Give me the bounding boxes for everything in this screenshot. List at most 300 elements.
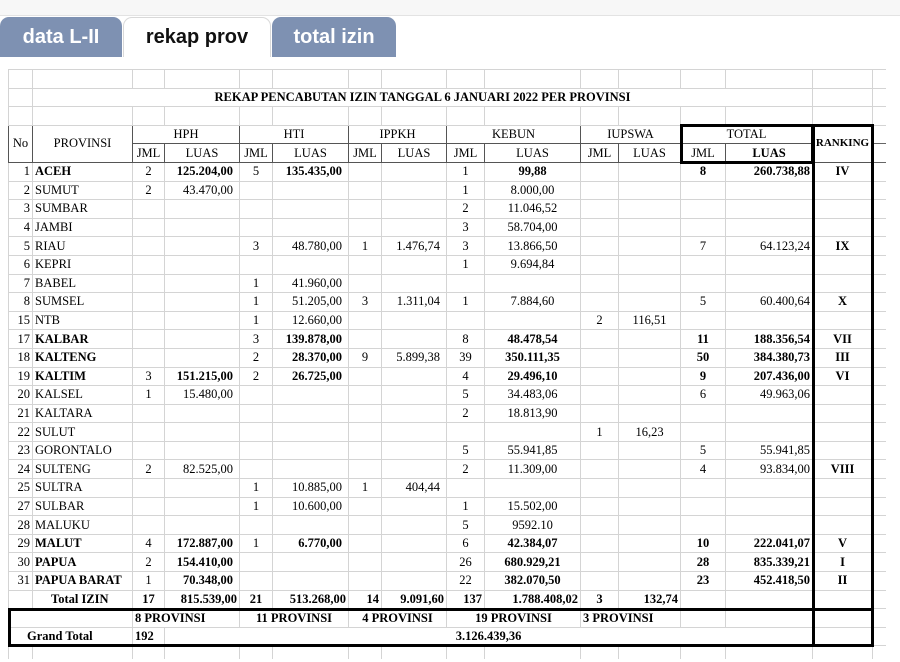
kebun-jml: 1 bbox=[447, 162, 485, 181]
table-row bbox=[9, 534, 887, 553]
province-name: KALTARA bbox=[33, 404, 133, 423]
iupswa-luas bbox=[619, 237, 681, 256]
total-luas: 260.738,88 bbox=[726, 162, 813, 181]
iupswa-jml bbox=[581, 330, 619, 349]
total-luas bbox=[726, 274, 813, 293]
ranking-value bbox=[813, 423, 873, 442]
hti-luas: 12.660,00 bbox=[273, 311, 349, 330]
ippkh-luas bbox=[382, 553, 447, 572]
row-number: 1 bbox=[9, 162, 33, 181]
ippkh-luas bbox=[382, 255, 447, 274]
hti-luas: 51.205,00 bbox=[273, 293, 349, 312]
ippkh-luas bbox=[382, 311, 447, 330]
iupswa-jml bbox=[581, 274, 619, 293]
empty-cell bbox=[873, 441, 887, 460]
province-name: SULTENG bbox=[33, 460, 133, 479]
hti-jml bbox=[240, 255, 273, 274]
row-number: 5 bbox=[9, 237, 33, 256]
total-jml: 28 bbox=[681, 553, 726, 572]
iupswa-luas: 16,23 bbox=[619, 423, 681, 442]
header-hti: HTI bbox=[240, 125, 349, 144]
hti-jml bbox=[240, 218, 273, 237]
empty-cell bbox=[873, 237, 887, 256]
hti-jml: 1 bbox=[240, 479, 273, 498]
hti-luas: 41.960,00 bbox=[273, 274, 349, 293]
table-row bbox=[9, 553, 887, 572]
hti-jml: 2 bbox=[240, 367, 273, 386]
empty-cell bbox=[873, 367, 887, 386]
empty-cell bbox=[873, 311, 887, 330]
hph-jml bbox=[133, 497, 165, 516]
row-number: 23 bbox=[9, 441, 33, 460]
row-number: 25 bbox=[9, 479, 33, 498]
iupswa-luas bbox=[619, 255, 681, 274]
total-luas: 384.380,73 bbox=[726, 348, 813, 367]
iupswa-jml bbox=[581, 460, 619, 479]
iupswa-jml bbox=[581, 200, 619, 219]
kebun-luas bbox=[485, 479, 581, 498]
kebun-luas: 8.000,00 bbox=[485, 181, 581, 200]
kebun-luas: 18.813,90 bbox=[485, 404, 581, 423]
ippkh-jml bbox=[349, 255, 382, 274]
hph-jml bbox=[133, 200, 165, 219]
empty-cell bbox=[873, 627, 887, 646]
hti-jml bbox=[240, 516, 273, 535]
empty-cell bbox=[873, 479, 887, 498]
ranking-value bbox=[813, 274, 873, 293]
rekap-table bbox=[8, 69, 886, 659]
total-luas bbox=[726, 516, 813, 535]
empty-cell bbox=[33, 646, 133, 659]
total-hph-luas: 815.539,00 bbox=[165, 590, 240, 609]
total-luas bbox=[726, 479, 813, 498]
total-jml bbox=[681, 423, 726, 442]
hph-luas: 43.470,00 bbox=[165, 181, 240, 200]
ippkh-jml bbox=[349, 553, 382, 572]
kebun-jml: 3 bbox=[447, 218, 485, 237]
header-iupswa: IUPSWA bbox=[581, 125, 681, 144]
kebun-jml: 1 bbox=[447, 497, 485, 516]
row-number: 4 bbox=[9, 218, 33, 237]
grand-total-row bbox=[9, 627, 887, 646]
empty-cell bbox=[873, 572, 887, 591]
total-jml bbox=[681, 497, 726, 516]
ranking-value bbox=[813, 386, 873, 405]
hph-luas: 15.480,00 bbox=[165, 386, 240, 405]
kebun-jml: 2 bbox=[447, 200, 485, 219]
hph-jml bbox=[133, 274, 165, 293]
hti-luas: 10.600,00 bbox=[273, 497, 349, 516]
empty-cell bbox=[873, 330, 887, 349]
header-total: TOTAL bbox=[681, 125, 813, 144]
empty-cell bbox=[873, 200, 887, 219]
province-name: RIAU bbox=[33, 237, 133, 256]
province-name: BABEL bbox=[33, 274, 133, 293]
hph-luas: 172.887,00 bbox=[165, 534, 240, 553]
kebun-luas: 382.070,50 bbox=[485, 572, 581, 591]
ippkh-jml bbox=[349, 330, 382, 349]
total-jml bbox=[681, 255, 726, 274]
table-row bbox=[9, 479, 887, 498]
hph-luas bbox=[165, 255, 240, 274]
provinsi-count-row bbox=[9, 609, 887, 628]
ippkh-jml bbox=[349, 497, 382, 516]
table-row bbox=[9, 237, 887, 256]
iupswa-luas: 116,51 bbox=[619, 311, 681, 330]
ranking-value: VI bbox=[813, 367, 873, 386]
row-number: 3 bbox=[9, 200, 33, 219]
total-jml: 10 bbox=[681, 534, 726, 553]
hph-jml bbox=[133, 441, 165, 460]
ippkh-jml bbox=[349, 274, 382, 293]
empty-cell bbox=[726, 590, 813, 609]
hti-luas bbox=[273, 441, 349, 460]
total-luas bbox=[726, 497, 813, 516]
province-name: KALBAR bbox=[33, 330, 133, 349]
empty-cell bbox=[873, 590, 887, 609]
total-luas bbox=[726, 181, 813, 200]
empty-cell bbox=[681, 646, 726, 659]
kebun-jml: 3 bbox=[447, 237, 485, 256]
iupswa-luas bbox=[619, 460, 681, 479]
ippkh-jml bbox=[349, 181, 382, 200]
ippkh-jml bbox=[349, 162, 382, 181]
iupswa-luas bbox=[619, 274, 681, 293]
hph-jml: 2 bbox=[133, 181, 165, 200]
table-row bbox=[9, 404, 887, 423]
total-jml: 8 bbox=[681, 162, 726, 181]
iupswa-luas bbox=[619, 534, 681, 553]
total-ippkh-jml: 14 bbox=[349, 590, 382, 609]
ippkh-jml bbox=[349, 460, 382, 479]
iupswa-jml bbox=[581, 497, 619, 516]
kebun-luas: 55.941,85 bbox=[485, 441, 581, 460]
iupswa-jml bbox=[581, 516, 619, 535]
ranking-value bbox=[813, 200, 873, 219]
kebun-luas: 13.866,50 bbox=[485, 237, 581, 256]
table-row bbox=[9, 441, 887, 460]
hph-luas: 154.410,00 bbox=[165, 553, 240, 572]
empty-cell bbox=[873, 293, 887, 312]
total-iupswa-jml: 3 bbox=[581, 590, 619, 609]
empty-cell bbox=[726, 646, 813, 659]
table-row bbox=[9, 516, 887, 535]
tab-data-l-ii[interactable]: data L-II bbox=[0, 17, 122, 57]
province-name: SULBAR bbox=[33, 497, 133, 516]
ippkh-luas bbox=[382, 534, 447, 553]
table-row bbox=[9, 367, 887, 386]
sheet-title: REKAP PENCABUTAN IZIN TANGGAL 6 JANUARI 2022 PER PROVINSI bbox=[33, 88, 813, 107]
total-luas: 835.339,21 bbox=[726, 553, 813, 572]
ippkh-luas bbox=[382, 386, 447, 405]
hph-luas: 82.525,00 bbox=[165, 460, 240, 479]
province-name: MALUT bbox=[33, 534, 133, 553]
kebun-luas: 350.111,35 bbox=[485, 348, 581, 367]
empty-cell bbox=[273, 646, 349, 659]
hph-luas bbox=[165, 423, 240, 442]
kebun-jml: 6 bbox=[447, 534, 485, 553]
hti-luas bbox=[273, 255, 349, 274]
total-kebun-luas: 1.788.408,02 bbox=[485, 590, 581, 609]
empty-cell bbox=[581, 646, 619, 659]
hph-jml: 2 bbox=[133, 460, 165, 479]
row-number: 18 bbox=[9, 348, 33, 367]
grand-total-label: Grand Total bbox=[9, 627, 133, 646]
table-row bbox=[9, 330, 887, 349]
header-jml: JML bbox=[681, 144, 726, 163]
hph-luas bbox=[165, 237, 240, 256]
total-jml: 23 bbox=[681, 572, 726, 591]
tab-rekap-prov[interactable]: rekap prov bbox=[123, 17, 271, 57]
ippkh-jml: 1 bbox=[349, 237, 382, 256]
ippkh-jml bbox=[349, 367, 382, 386]
iupswa-jml bbox=[581, 572, 619, 591]
tab-total-izin[interactable]: total izin bbox=[272, 17, 396, 57]
total-luas: 207.436,00 bbox=[726, 367, 813, 386]
hph-jml: 2 bbox=[133, 553, 165, 572]
total-izin-row bbox=[9, 590, 887, 609]
ippkh-luas: 1.311,04 bbox=[382, 293, 447, 312]
row-number: 2 bbox=[9, 181, 33, 200]
hti-jml bbox=[240, 404, 273, 423]
total-jml: 50 bbox=[681, 348, 726, 367]
header-no: No bbox=[9, 125, 33, 162]
total-luas bbox=[726, 255, 813, 274]
table-row bbox=[9, 497, 887, 516]
ippkh-jml bbox=[349, 404, 382, 423]
empty-cell bbox=[813, 627, 873, 646]
kebun-jml: 8 bbox=[447, 330, 485, 349]
province-name: NTB bbox=[33, 311, 133, 330]
kebun-jml: 1 bbox=[447, 293, 485, 312]
row-number: 19 bbox=[9, 367, 33, 386]
hph-luas bbox=[165, 274, 240, 293]
hti-luas: 26.725,00 bbox=[273, 367, 349, 386]
total-luas: 55.941,85 bbox=[726, 441, 813, 460]
iupswa-luas bbox=[619, 441, 681, 460]
kebun-luas bbox=[485, 311, 581, 330]
ranking-value bbox=[813, 497, 873, 516]
ranking-value: IV bbox=[813, 162, 873, 181]
hti-luas bbox=[273, 572, 349, 591]
iupswa-jml bbox=[581, 367, 619, 386]
empty-cell bbox=[813, 590, 873, 609]
ippkh-jml: 1 bbox=[349, 479, 382, 498]
iupswa-jml bbox=[581, 534, 619, 553]
header-jml: JML bbox=[447, 144, 485, 163]
header-jml: JML bbox=[349, 144, 382, 163]
kebun-luas: 9592.10 bbox=[485, 516, 581, 535]
iupswa-luas bbox=[619, 218, 681, 237]
hph-luas bbox=[165, 293, 240, 312]
row-number: 24 bbox=[9, 460, 33, 479]
hti-jml bbox=[240, 572, 273, 591]
province-name: KALTENG bbox=[33, 348, 133, 367]
hph-jml: 2 bbox=[133, 162, 165, 181]
empty-cell bbox=[681, 609, 726, 628]
kebun-jml: 5 bbox=[447, 441, 485, 460]
province-name: ACEH bbox=[33, 162, 133, 181]
total-jml bbox=[681, 311, 726, 330]
ippkh-jml: 9 bbox=[349, 348, 382, 367]
hph-luas: 125.204,00 bbox=[165, 162, 240, 181]
total-jml: 4 bbox=[681, 460, 726, 479]
table-row bbox=[9, 311, 887, 330]
hph-luas: 70.348,00 bbox=[165, 572, 240, 591]
province-name: PAPUA bbox=[33, 553, 133, 572]
hti-jml: 3 bbox=[240, 237, 273, 256]
kebun-luas: 48.478,54 bbox=[485, 330, 581, 349]
empty-cell bbox=[349, 646, 382, 659]
hph-jml bbox=[133, 293, 165, 312]
ranking-value bbox=[813, 311, 873, 330]
spreadsheet bbox=[8, 69, 886, 659]
row-number: 6 bbox=[9, 255, 33, 274]
iupswa-luas bbox=[619, 181, 681, 200]
hti-luas bbox=[273, 200, 349, 219]
hti-luas bbox=[273, 460, 349, 479]
hti-provinsi-count: 11 PROVINSI bbox=[240, 609, 349, 628]
hti-luas bbox=[273, 181, 349, 200]
table-row bbox=[9, 274, 887, 293]
ippkh-luas bbox=[382, 330, 447, 349]
hph-luas bbox=[165, 348, 240, 367]
total-hph-jml: 17 bbox=[133, 590, 165, 609]
total-hti-jml: 21 bbox=[240, 590, 273, 609]
row-number: 22 bbox=[9, 423, 33, 442]
iupswa-jml bbox=[581, 181, 619, 200]
hph-jml bbox=[133, 237, 165, 256]
ippkh-luas bbox=[382, 274, 447, 293]
iupswa-luas bbox=[619, 572, 681, 591]
hti-luas: 28.370,00 bbox=[273, 348, 349, 367]
ippkh-luas bbox=[382, 516, 447, 535]
hti-jml bbox=[240, 423, 273, 442]
iupswa-luas bbox=[619, 200, 681, 219]
hti-jml: 5 bbox=[240, 162, 273, 181]
total-hti-luas: 513.268,00 bbox=[273, 590, 349, 609]
hph-luas bbox=[165, 218, 240, 237]
header-ippkh: IPPKH bbox=[349, 125, 447, 144]
empty-cell bbox=[873, 460, 887, 479]
ippkh-provinsi-count: 4 PROVINSI bbox=[349, 609, 447, 628]
hti-jml: 2 bbox=[240, 348, 273, 367]
kebun-luas: 15.502,00 bbox=[485, 497, 581, 516]
ippkh-jml bbox=[349, 423, 382, 442]
total-jml: 5 bbox=[681, 293, 726, 312]
hph-jml: 1 bbox=[133, 572, 165, 591]
header-provinsi: PROVINSI bbox=[33, 125, 133, 162]
table-row bbox=[9, 460, 887, 479]
table-row bbox=[9, 423, 887, 442]
empty-cell bbox=[873, 404, 887, 423]
hti-luas bbox=[273, 218, 349, 237]
kebun-luas: 99,88 bbox=[485, 162, 581, 181]
hph-provinsi-count: 8 PROVINSI bbox=[133, 609, 240, 628]
hti-jml: 1 bbox=[240, 497, 273, 516]
kebun-luas: 58.704,00 bbox=[485, 218, 581, 237]
empty-cell bbox=[873, 348, 887, 367]
ranking-value: II bbox=[813, 572, 873, 591]
total-jml bbox=[681, 274, 726, 293]
hti-jml bbox=[240, 386, 273, 405]
iupswa-luas bbox=[619, 330, 681, 349]
hph-jml bbox=[133, 516, 165, 535]
empty-cell bbox=[133, 646, 165, 659]
total-jml: 11 bbox=[681, 330, 726, 349]
province-name: JAMBI bbox=[33, 218, 133, 237]
empty-cell bbox=[726, 609, 813, 628]
hti-luas: 135.435,00 bbox=[273, 162, 349, 181]
row-number: 28 bbox=[9, 516, 33, 535]
iupswa-jml bbox=[581, 441, 619, 460]
empty-cell bbox=[485, 646, 581, 659]
table-row bbox=[9, 348, 887, 367]
kebun-luas bbox=[485, 274, 581, 293]
header-luas: LUAS bbox=[382, 144, 447, 163]
total-luas bbox=[726, 423, 813, 442]
row-number: 21 bbox=[9, 404, 33, 423]
hph-jml bbox=[133, 479, 165, 498]
ippkh-luas bbox=[382, 572, 447, 591]
iupswa-luas bbox=[619, 479, 681, 498]
row-number: 7 bbox=[9, 274, 33, 293]
kebun-jml: 22 bbox=[447, 572, 485, 591]
total-jml bbox=[681, 200, 726, 219]
empty-cell bbox=[619, 646, 681, 659]
hph-luas bbox=[165, 311, 240, 330]
total-izin-label: Total IZIN bbox=[33, 590, 133, 609]
kebun-jml: 5 bbox=[447, 516, 485, 535]
hph-luas bbox=[165, 330, 240, 349]
hti-luas: 10.885,00 bbox=[273, 479, 349, 498]
iupswa-luas bbox=[619, 553, 681, 572]
table-row bbox=[9, 386, 887, 405]
iupswa-jml bbox=[581, 162, 619, 181]
ippkh-luas bbox=[382, 404, 447, 423]
iupswa-luas bbox=[619, 367, 681, 386]
total-jml bbox=[681, 218, 726, 237]
kebun-jml bbox=[447, 311, 485, 330]
kebun-jml: 1 bbox=[447, 255, 485, 274]
ranking-value: III bbox=[813, 348, 873, 367]
total-jml: 5 bbox=[681, 441, 726, 460]
ippkh-luas bbox=[382, 162, 447, 181]
province-name: SUMUT bbox=[33, 181, 133, 200]
hti-jml: 1 bbox=[240, 274, 273, 293]
iupswa-jml bbox=[581, 386, 619, 405]
hti-luas bbox=[273, 386, 349, 405]
province-name: SUMSEL bbox=[33, 293, 133, 312]
total-luas bbox=[726, 404, 813, 423]
ippkh-jml bbox=[349, 311, 382, 330]
province-name: KALSEL bbox=[33, 386, 133, 405]
kebun-jml bbox=[447, 274, 485, 293]
empty-cell bbox=[9, 646, 33, 659]
empty-cell bbox=[873, 497, 887, 516]
sheet-tabs bbox=[0, 17, 900, 57]
empty-cell bbox=[873, 423, 887, 442]
empty-cell bbox=[873, 516, 887, 535]
province-name: KEPRI bbox=[33, 255, 133, 274]
province-name: KALTIM bbox=[33, 367, 133, 386]
row-number: 30 bbox=[9, 553, 33, 572]
total-luas bbox=[726, 218, 813, 237]
row-number: 20 bbox=[9, 386, 33, 405]
kebun-luas bbox=[485, 423, 581, 442]
iupswa-luas bbox=[619, 348, 681, 367]
header-jml: JML bbox=[133, 144, 165, 163]
